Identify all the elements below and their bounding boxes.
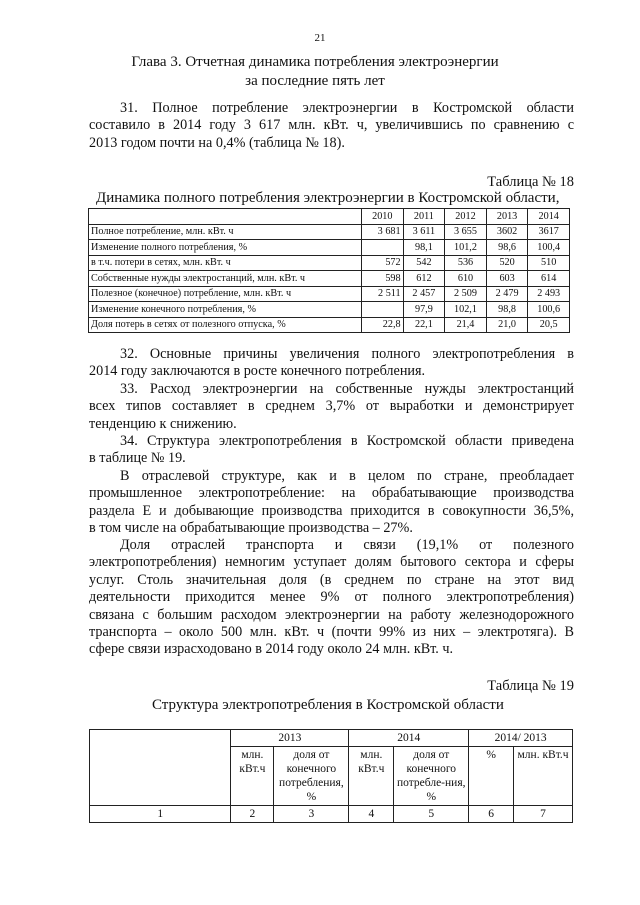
table-cell: 100,4 (528, 240, 570, 256)
text-line: деятельности приходится менее 9% от полного электропотребления) (89, 589, 574, 606)
text-line: 34. Структура электропотребления в Костромской области приведена (120, 433, 574, 449)
paragraph-31 (89, 100, 574, 152)
table-cell: 3 611 (403, 224, 445, 240)
table-cell: 2 457 (403, 286, 445, 302)
row-label: Доля потерь в сетях от полезного отпуска, % (89, 317, 362, 333)
table-cell: 614 (528, 271, 570, 287)
table-19-number: Таблица № 19 (487, 678, 574, 694)
table-cell: 3602 (486, 224, 528, 240)
row-label: Полное потребление, млн. кВт. ч (89, 224, 362, 240)
table-cell: 510 (528, 255, 570, 271)
year-header: 2012 (445, 209, 487, 225)
table-cell: 100,6 (528, 302, 570, 318)
column-number: 2 (231, 806, 274, 823)
table-header-empty (89, 209, 362, 225)
sub-header: млн. кВт.ч (231, 747, 274, 806)
row-label: Изменение конечного потребления, % (89, 302, 362, 318)
table-18-caption: Динамика полного потребления электроэнергии в Костромской области, (96, 190, 560, 206)
table-row (89, 302, 570, 318)
column-number: 1 (90, 806, 231, 823)
text-line: 31. Полное потребление электроэнергии в Костромской области (120, 100, 574, 116)
sub-header: доля от конечного потребле-ния, % (394, 747, 469, 806)
table-cell: 98,8 (486, 302, 528, 318)
column-number: 6 (469, 806, 514, 823)
table-19-caption: Структура электропотребления в Костромской области (152, 697, 504, 713)
table-header-row (90, 730, 573, 747)
text-line: 2013 годом почти на 0,4% (таблица № 18). (89, 134, 345, 151)
sub-header: % (469, 747, 514, 806)
table-cell: 3 681 (362, 224, 404, 240)
text-line: связана с большим расходом электроэнергии на работу железнодорожного (89, 606, 574, 623)
column-number: 7 (514, 806, 573, 823)
table-cell: 97,9 (403, 302, 445, 318)
text-line: в том числе на обрабатывающие производства – 27%. (89, 520, 413, 537)
table-row (89, 271, 570, 287)
table-row (89, 286, 570, 302)
table-cell: 2 511 (362, 286, 404, 302)
sub-header: млн. кВт.ч (514, 747, 573, 806)
column-number-row (90, 806, 573, 823)
table-cell: 102,1 (445, 302, 487, 318)
table-cell: 610 (445, 271, 487, 287)
table-cell: 2 479 (486, 286, 528, 302)
text-line: сфере связи израсходовано в 2014 году около 24 млн. кВт. ч. (89, 641, 454, 658)
table-cell: 598 (362, 271, 404, 287)
table-header-empty (90, 730, 231, 806)
table-cell: 603 (486, 271, 528, 287)
table-cell: 2 509 (445, 286, 487, 302)
table-cell: 3617 (528, 224, 570, 240)
text-line: всех типов составляет в среднем 3,7% от выработки и демонстрирует (89, 398, 574, 415)
text-line: тенденцию к снижению. (89, 415, 237, 432)
text-line: электропотребления) немногим уступает долям бытового сектора и сферы (89, 554, 574, 571)
year-header: 2010 (362, 209, 404, 225)
table-18-number: Таблица № 18 (487, 174, 574, 190)
table-cell: 98,6 (486, 240, 528, 256)
table-cell: 3 655 (445, 224, 487, 240)
text-line: 32. Основные причины увеличения полного электропотребления в (120, 346, 574, 362)
row-label: Собственные нужды электростанций, млн. кВт. ч (89, 271, 362, 287)
sub-header: млн. кВт.ч (349, 747, 394, 806)
table-cell: 98,1 (403, 240, 445, 256)
table-cell: 22,1 (403, 317, 445, 333)
column-number: 4 (349, 806, 394, 823)
column-number: 3 (274, 806, 349, 823)
table-row (89, 224, 570, 240)
text-line: в таблице № 19. (89, 450, 186, 467)
year-header: 2014 (528, 209, 570, 225)
text-line: составило в 2014 году 3 617 млн. кВт. ч, увеличившись по сравнению с (89, 117, 574, 134)
row-label: Изменение полного потребления, % (89, 240, 362, 256)
column-number: 5 (394, 806, 469, 823)
year-header: 2011 (403, 209, 445, 225)
text-line: В отраслевой структуре, как и в целом по стране, преобладает (120, 468, 574, 484)
group-header: 2014 (349, 730, 469, 747)
table-cell: 21,0 (486, 317, 528, 333)
table-19 (89, 729, 573, 823)
row-label: Полезное (конечное) потребление, млн. кВт. ч (89, 286, 362, 302)
text-line: промышленное электропотребление: на обрабатывающие производства (89, 485, 574, 502)
paragraph-34 (89, 433, 574, 468)
table-cell (362, 302, 404, 318)
table-cell: 536 (445, 255, 487, 271)
text-line: Доля отраслей транспорта и связи (19,1% от полезного (120, 537, 574, 553)
table-cell: 22,8 (362, 317, 404, 333)
table-row (89, 317, 570, 333)
text-line: транспорта – около 500 млн. кВт. ч (почти 99% из них – электротяга). В (89, 624, 574, 641)
table-row (89, 240, 570, 256)
sub-header: доля от конечного потребления, % (274, 747, 349, 806)
table-18 (88, 208, 570, 333)
chapter-title (80, 53, 550, 91)
paragraph-33 (89, 381, 574, 433)
table-cell: 572 (362, 255, 404, 271)
table-cell: 101,2 (445, 240, 487, 256)
row-label: в т.ч. потери в сетях, млн. кВт. ч (89, 255, 362, 271)
table-cell: 20,5 (528, 317, 570, 333)
text-line: 33. Расход электроэнергии на собственные нужды электростанций (120, 381, 574, 397)
paragraph-32 (89, 346, 574, 381)
table-cell (362, 240, 404, 256)
table-cell: 2 493 (528, 286, 570, 302)
table-cell: 542 (403, 255, 445, 271)
text-line: 2014 году заключаются в росте конечного потребления. (89, 363, 426, 380)
table-header-row (89, 209, 570, 225)
text-line: услуг. Столь значительная доля (в среднем по стране на этот вид (89, 571, 574, 588)
table-cell: 520 (486, 255, 528, 271)
year-header: 2013 (486, 209, 528, 225)
table-cell: 21,4 (445, 317, 487, 333)
table-cell: 612 (403, 271, 445, 287)
chapter-title-line: за последние пять лет (245, 73, 385, 89)
page-number: 21 (314, 32, 326, 44)
group-header: 2013 (231, 730, 349, 747)
paragraph-branch-structure (89, 468, 574, 538)
text-line: раздела Е и добывающие производства приходится в совокупности 36,5%, (89, 502, 574, 519)
paragraph-transport (89, 537, 574, 659)
group-header: 2014/ 2013 (469, 730, 573, 747)
chapter-title-line: Глава 3. Отчетная динамика потребления электроэнергии (131, 54, 499, 70)
table-row (89, 255, 570, 271)
